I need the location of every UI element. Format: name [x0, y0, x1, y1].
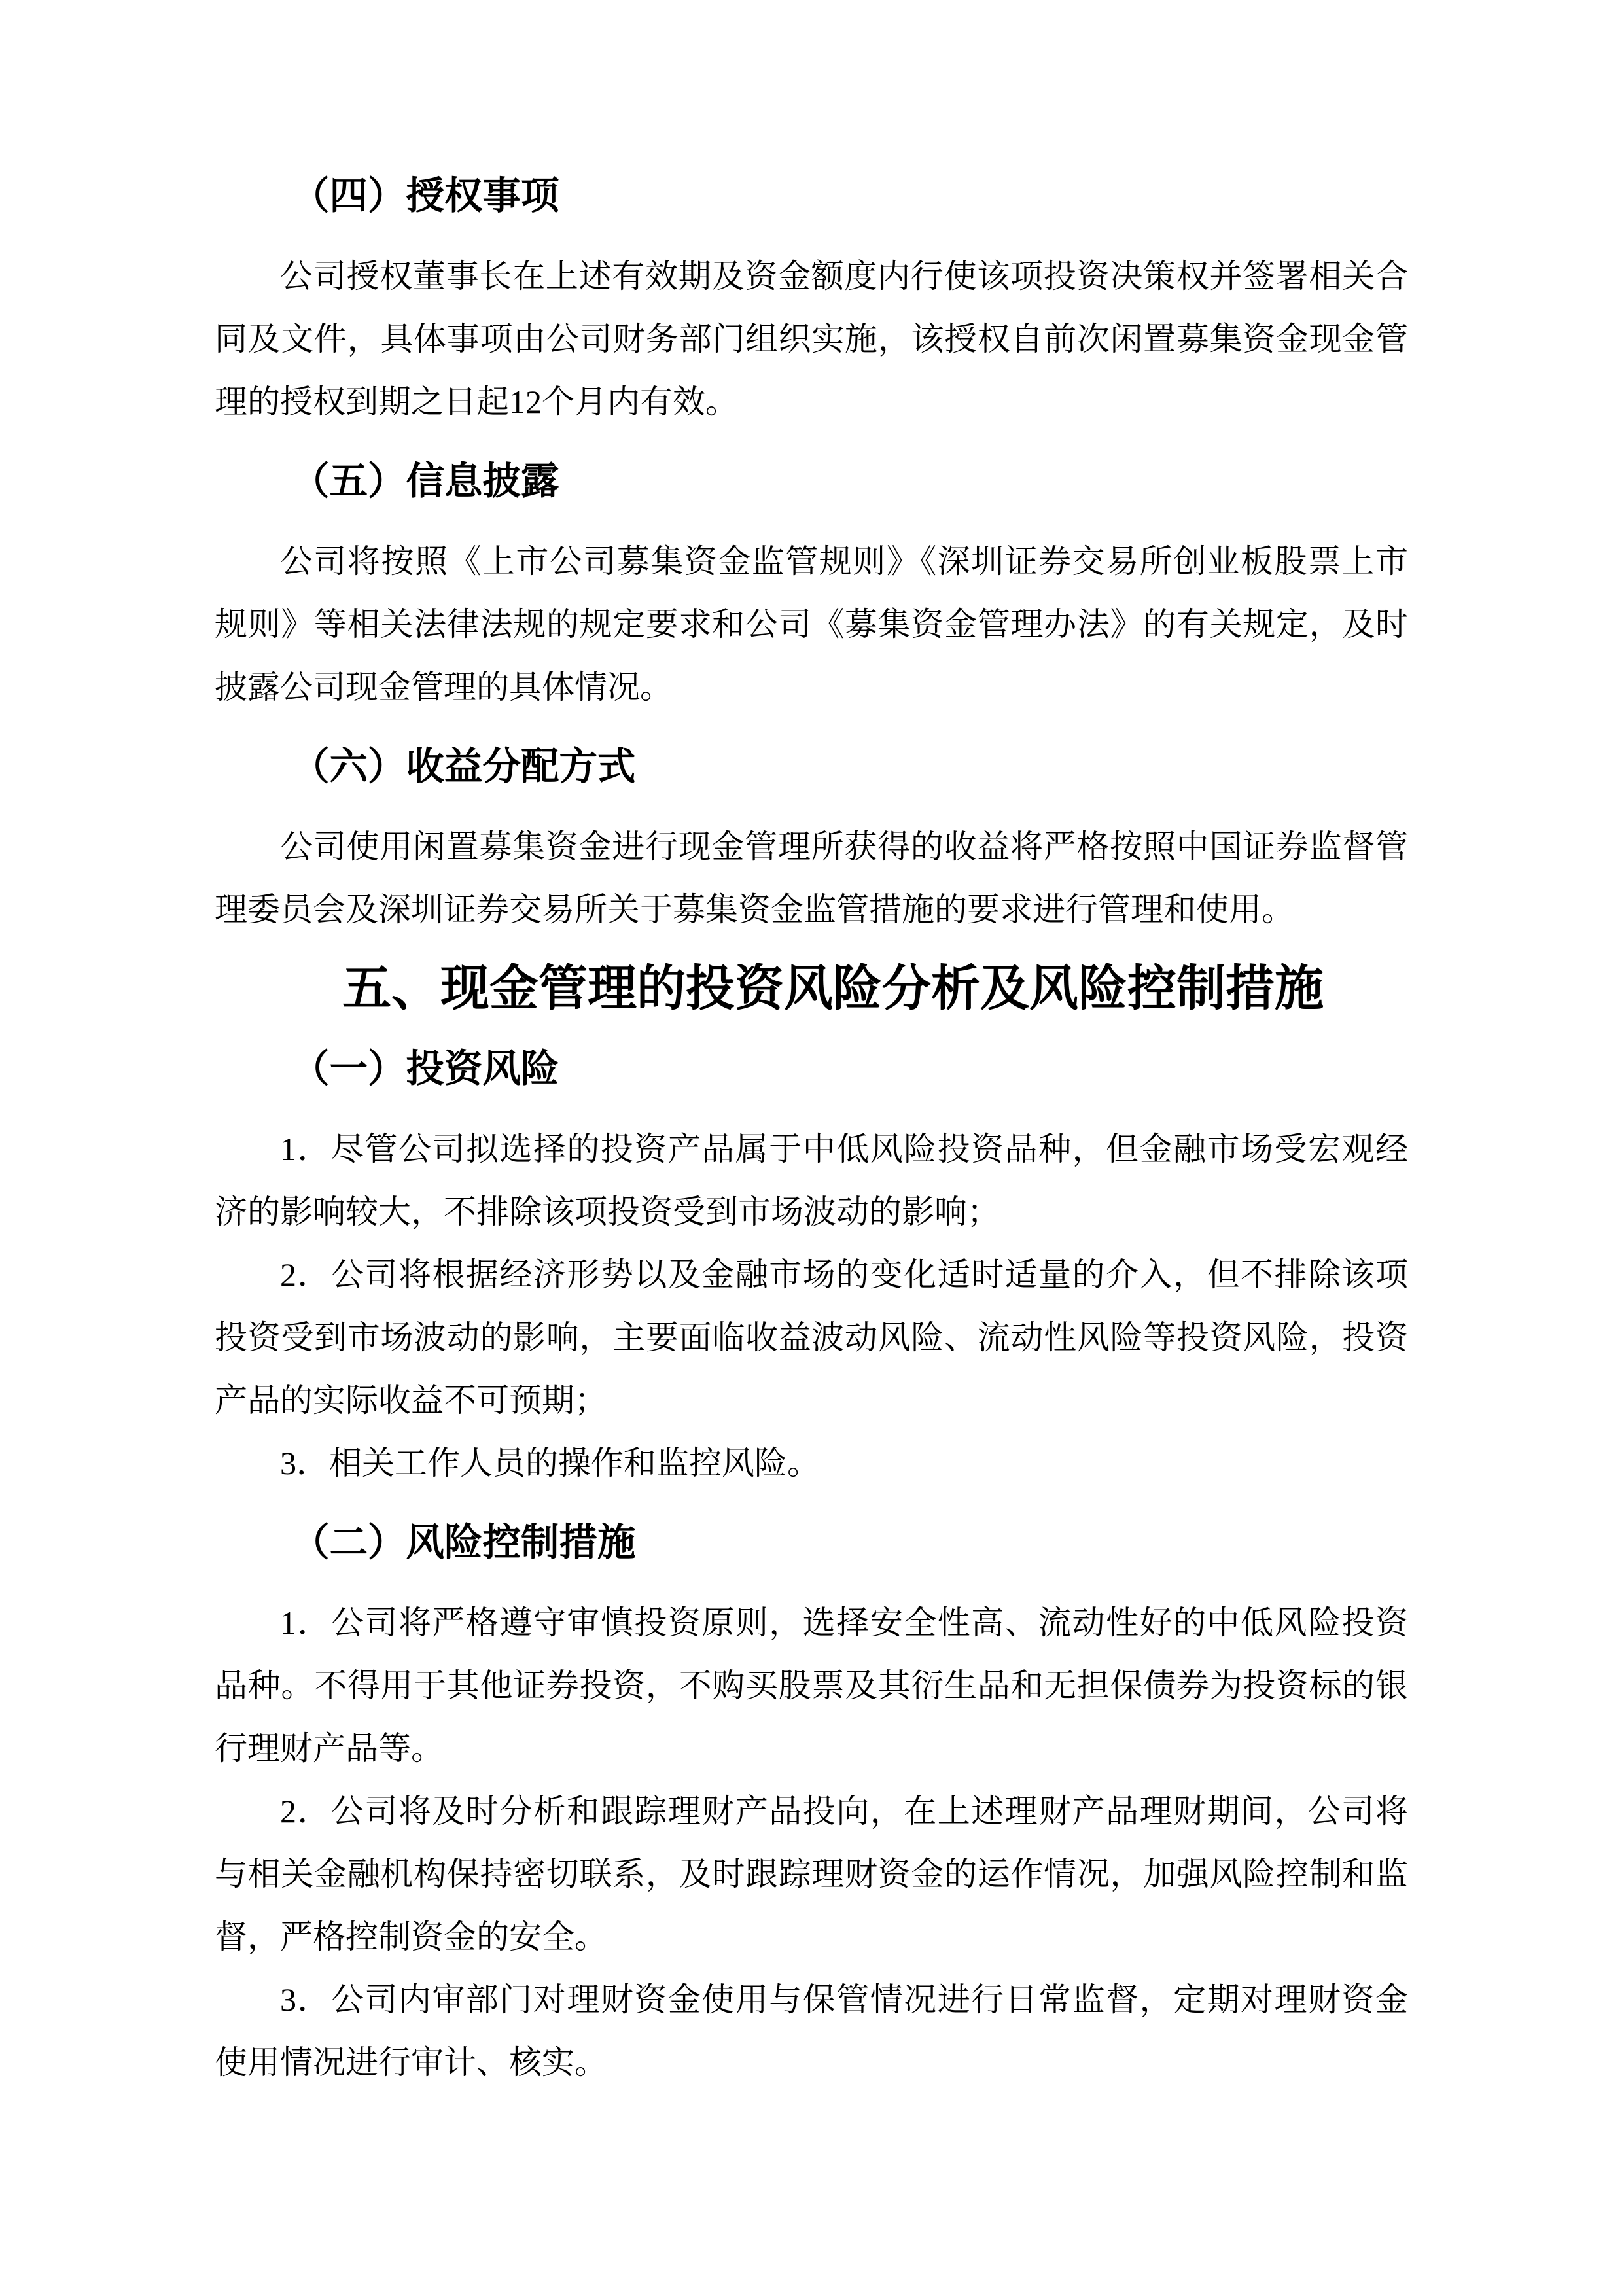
para-investment-risk-item-2: 2．公司将根据经济形势以及金融市场的变化适时适量的介入，但不排除该项投资受到市场波动的影响，主要面临收益波动风险、流动性风险等投资风险，投资产品的实际收益不可预期； [215, 1256, 1408, 1419]
heading-information-disclosure: （五）信息披露 [291, 460, 559, 503]
para-risk-control-item-1: 1．公司将严格遵守审慎投资原则，选择安全性高、流动性好的中低风险投资品种。不得用于其他证券投资，不购买股票及其衍生品和无担保债券为投资标的银行理财产品等。 [215, 1604, 1408, 1767]
para-income-distribution: 公司使用闲置募集资金进行现金管理所获得的收益将严格按照中国证券监督管理委员会及深圳证券交易所关于募集资金监管措施的要求进行管理和使用。 [215, 828, 1408, 928]
para-authorization-matters: 公司授权董事长在上述有效期及资金额度内行使该项投资决策权并签署相关合同及文件，具体事项由公司财务部门组织实施，该授权自前次闲置募集资金现金管理的授权到期之日起12个月内有效。 [215, 258, 1408, 420]
para-risk-control-item-3: 3．公司内审部门对理财资金使用与保管情况进行日常监督，定期对理财资金使用情况进行审计、核实。 [215, 1981, 1408, 2081]
heading-risk-analysis-and-control: 五、现金管理的投资风险分析及风险控制措施 [342, 962, 1324, 1016]
para-information-disclosure: 公司将按照《上市公司募集资金监管规则》《深圳证券交易所创业板股票上市规则》等相关法律法规的规定要求和公司《募集资金管理办法》的有关规定，及时披露公司现金管理的具体情况。 [215, 543, 1408, 705]
para-investment-risk-item-1: 1．尽管公司拟选择的投资产品属于中低风险投资品种，但金融市场受宏观经济的影响较大，不排除该项投资受到市场波动的影响； [215, 1131, 1408, 1230]
para-investment-risk-item-3: 3．相关工作人员的操作和监控风险。 [280, 1445, 820, 1481]
heading-authorization-matters: （四）授权事项 [291, 175, 559, 217]
para-risk-control-item-2: 2．公司将及时分析和跟踪理财产品投向，在上述理财产品理财期间，公司将与相关金融机构保持密切联系，及时跟踪理财资金的运作情况，加强风险控制和监督，严格控制资金的安全。 [215, 1793, 1408, 1955]
heading-income-distribution: （六）收益分配方式 [291, 745, 636, 788]
heading-investment-risk: （一）投资风险 [291, 1048, 559, 1090]
heading-risk-control-measures: （二）风险控制措施 [291, 1521, 636, 1564]
